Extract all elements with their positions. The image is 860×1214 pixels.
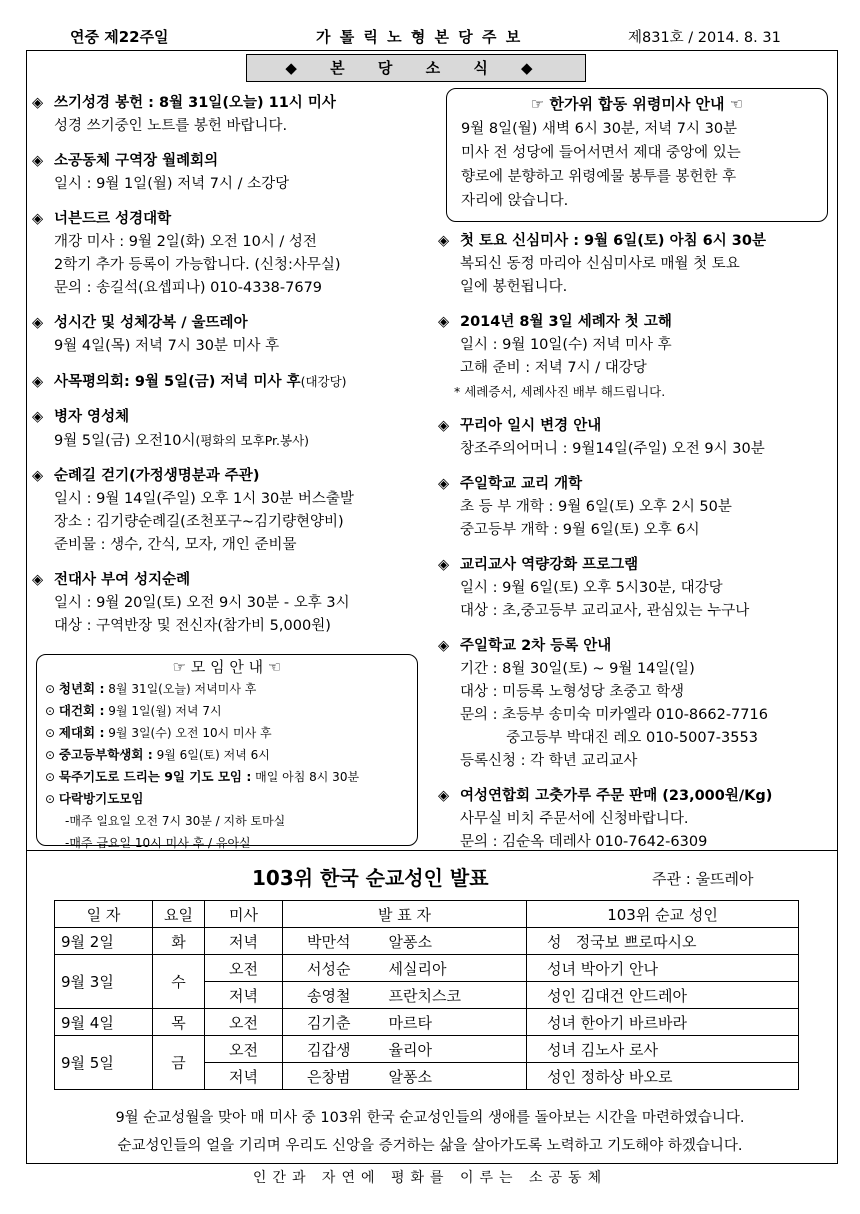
table-row: 9월 2일 화 저녁 박만석 알퐁소 성 정국보 쁘로따시오 xyxy=(55,928,799,955)
meeting-sub-line: -매주 금요일 10시 미사 후 / 유아실 xyxy=(65,836,251,850)
bulletin-title: 가 톨 릭 노 형 본 당 주 보 xyxy=(316,28,523,46)
meeting-box-title: ☞ 모 임 안 내 ☜ xyxy=(172,658,282,676)
news-item: ◈ 순례길 걷기(가정생명분과 주관) 일시 : 9월 14일(주일) 오후 1시 30분 버스출발 장소 : 김기량순례길(조천포구~김기량현양비) 준비물 : 생수, 간식, 모자, 개인 준비물 xyxy=(32,465,442,557)
news-item: ◈ 꾸리아 일시 변경 안내 창조주의어머니 : 9월14일(주일) 오전 9시 30분 xyxy=(438,415,836,461)
diamond-icon: ◈ xyxy=(438,476,450,492)
martyrs-footer-line: 9월 순교성월을 맞아 매 미사 중 103위 한국 순교성인들의 생애를 돌아보는 시간을 마련하였습니다. xyxy=(115,1110,745,1126)
diamond-icon: ◈ xyxy=(438,418,450,434)
memorial-box-title: ☞ 한가위 합동 위령미사 안내 ☜ xyxy=(530,95,744,113)
meeting-line: ⊙ 제대회 : 9월 3일(수) 오전 10시 미사 후 xyxy=(45,725,272,740)
news-item: ◈ 성시간 및 성체강복 / 울뜨레아 9월 4일(목) 저녁 7시 30분 미사 후 xyxy=(32,312,442,358)
diamond-icon: ◈ xyxy=(32,374,44,390)
meeting-info-box xyxy=(36,654,418,850)
issue-number: 제831호 / 2014. 8. 31 xyxy=(628,30,781,46)
diamond-icon: ◈ xyxy=(32,409,44,425)
news-item: ◈ 주일학교 2차 등록 안내 기간 : 8월 30일(토) ~ 9월 14일(일) 대상 : 미등록 노형성당 초중고 학생 문의 : 초등부 송미숙 미카엘라 010-8662-7716 중고등부 박대진 레오 010-5007-3553 등록신청 : 각 학년 교리교사 xyxy=(438,635,836,773)
section-divider xyxy=(26,850,838,851)
meeting-line: ⊙ 청년회 : 8월 31일(오늘) 저녁미사 후 xyxy=(45,681,257,696)
right-news-column xyxy=(438,230,836,854)
diamond-icon: ◈ xyxy=(32,468,44,484)
diamond-icon: ◈ xyxy=(438,233,450,249)
table-header-row: 일 자 요일 미사 발 표 자 103위 순교 성인 xyxy=(55,901,799,928)
meeting-line: ⊙ 다락방기도모임 xyxy=(45,791,144,806)
diamond-icon: ◈ xyxy=(438,557,450,573)
week-label: 연중 제22주일 xyxy=(70,28,169,46)
news-item: ◈ 너븐드르 성경대학 개강 미사 : 9월 2일(화) 오전 10시 / 성전 2학기 추가 등록이 가능합니다. (신청:사무실) 문의 : 송길석(요셉피나) 010-4338-7679 xyxy=(32,208,442,300)
martyrs-schedule-table xyxy=(54,900,799,1090)
table-row: 9월 3일 수 오전 서성순 세실리아 성녀 박아기 안나 xyxy=(55,955,799,982)
diamond-icon: ◈ xyxy=(32,211,44,227)
news-item: ◈ 쓰기성경 봉헌 : 8월 31일(오늘) 11시 미사 성경 쓰기중인 노트를 봉헌 바랍니다. xyxy=(32,92,442,138)
meeting-line: ⊙ 중고등부학생회 : 9월 6일(토) 저녁 6시 xyxy=(45,747,270,762)
meeting-line: ⊙ 묵주기도로 드리는 9일 기도 모임 : 매일 아침 8시 30분 xyxy=(45,769,360,784)
news-item: ◈ 2014년 8월 3일 세례자 첫 고해 일시 : 9월 10일(수) 저녁 미사 후 고해 준비 : 저녁 7시 / 대강당 * 세례증서, 세례사진 배부 해드립니다. xyxy=(438,311,836,403)
left-news-column xyxy=(32,92,442,638)
news-item: ◈ 주일학교 교리 개학 초 등 부 개학 : 9월 6일(토) 오후 2시 50분 중고등부 개학 : 9월 6일(토) 오후 6시 xyxy=(438,473,836,542)
table-row: 저녁 은창범 알퐁소 성인 정하상 바오로 xyxy=(55,1063,799,1090)
news-item: ◈ 소공동체 구역장 월례회의 일시 : 9월 1일(월) 저녁 7시 / 소강당 xyxy=(32,150,442,196)
diamond-icon: ◈ xyxy=(438,788,450,804)
meeting-line: ⊙ 대건회 : 9월 1일(월) 저녁 7시 xyxy=(45,703,222,718)
diamond-icon: ◈ xyxy=(32,153,44,169)
meeting-sub-line: -매주 일요일 오전 7시 30분 / 지하 토마실 xyxy=(65,814,286,828)
section-title: ◆ 본 당 소 식 ◆ xyxy=(246,54,586,82)
news-item: ◈ 첫 토요 신심미사 : 9월 6일(토) 아침 6시 30분 복되신 동정 마리아 신심미사로 매월 첫 토요 일에 봉헌됩니다. xyxy=(438,230,836,299)
memorial-mass-box: ☞ 한가위 합동 위령미사 안내 ☜ 9월 8일(월) 새벽 6시 30분, 저녁 7시 30분 미사 전 성당에 들어서면서 제대 중앙에 있는 향로에 분향하고 위령예물 봉투를 봉헌한 후 자리에 앉습니다. xyxy=(446,88,828,222)
news-item: ◈ 교리교사 역량강화 프로그램 일시 : 9월 6일(토) 오후 5시30분, 대강당 대상 : 초,중고등부 교리교사, 관심있는 누구나 xyxy=(438,554,836,623)
news-item: ◈ 여성연합회 고춧가루 주문 판매 (23,000원/Kg) 사무실 비치 주문서에 신청바랍니다. 문의 : 김순옥 데레사 010-7642-6309 xyxy=(438,785,836,854)
martyrs-title: 103위 한국 순교성인 발표 xyxy=(252,866,489,890)
martyrs-footer-line: 순교성인들의 얼을 기리며 우리도 신앙을 증거하는 삶을 살아가도록 노력하고 기도해야 하겠습니다. xyxy=(117,1138,743,1154)
diamond-icon: ◈ xyxy=(32,95,44,111)
news-item: ◈ 병자 영성체 9월 5일(금) 오전10시(평화의 모후Pr.봉사) xyxy=(32,406,442,453)
diamond-icon: ◈ xyxy=(32,572,44,588)
diamond-icon: ◈ xyxy=(32,315,44,331)
table-row: 저녁 송영철 프란치스코 성인 김대건 안드레아 xyxy=(55,982,799,1009)
diamond-icon: ◈ xyxy=(438,638,450,654)
parish-motto: 인간과 자연에 평화를 이루는 소공동체 xyxy=(252,1170,608,1186)
news-item: ◈ 사목평의회: 9월 5일(금) 저녁 미사 후(대강당) xyxy=(32,370,442,394)
news-item: ◈ 전대사 부여 성지순례 일시 : 9월 20일(토) 오전 9시 30분 - 오후 3시 대상 : 구역반장 및 전신자(참가비 5,000원) xyxy=(32,569,442,638)
table-row: 9월 4일 목 오전 김기춘 마르타 성녀 한아기 바르바라 xyxy=(55,1009,799,1036)
diamond-icon: ◈ xyxy=(438,314,450,330)
martyrs-host: 주관 : 울뜨레아 xyxy=(652,870,754,888)
table-row: 9월 5일 금 오전 김갑생 율리아 성녀 김노사 로사 xyxy=(55,1036,799,1063)
